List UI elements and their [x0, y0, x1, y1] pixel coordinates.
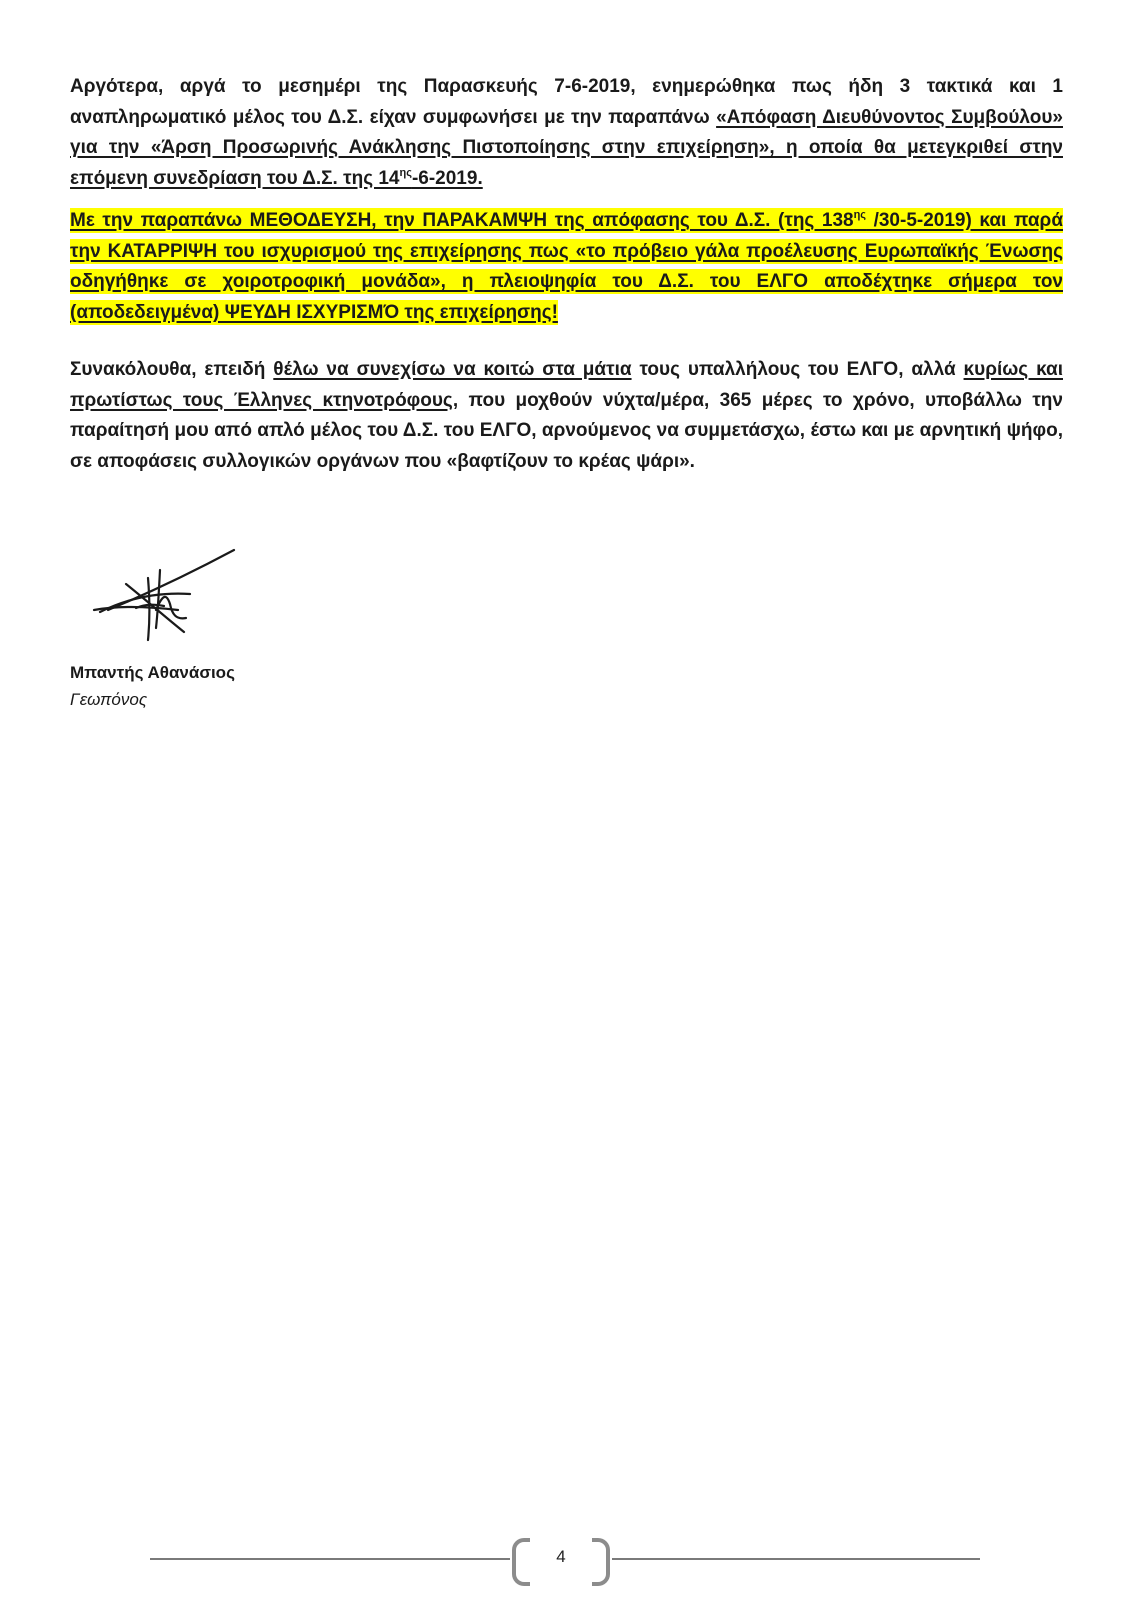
p1-superscript: ης — [399, 166, 412, 179]
signer-title: Γεωπόνος — [70, 690, 148, 709]
signer-name: Μπαντής Αθανάσιος — [70, 663, 235, 682]
p2-highlight — [70, 208, 1063, 325]
footer-rule-right — [612, 1558, 980, 1560]
p3-text-e: , που μοχθούν νύχτα/μέρα, 365 μέρες το χρόνο, υποβάλλω την παραίτησή μου από απλό μέλος του Δ.Σ. του ΕΛΓΟ, αρνούμενος να συμμετάσχω, έστω και με αρνητική ψήφο, σε αποφάσεις συλλογικών οργάνων που «βαφτίζουν το κρέας ψάρι». — [70, 389, 1063, 472]
paragraph-2-highlighted — [70, 206, 1063, 328]
p2-text-a: Με την παραπάνω ΜΕΘΟΔΕΥΣΗ, την ΠΑΡΑΚΑΜΨΗ της απόφασης του Δ.Σ. (της 138 — [70, 210, 854, 231]
p2-text-b: /30-5-2019) και παρά την ΚΑΤΑΡΡΙΨΗ του ισχυρισμού της επιχείρησης πως «το πρόβειο γάλα προέλευσης Ευρωπαϊκής Ένωσης οδηγήθηκε σε χοιροτροφική μονάδα», η πλειοψηφία του Δ.Σ. του ΕΛΓΟ αποδέχτηκε σήμερα τον (αποδεδειγμένα) ΨΕΥΔΗ ΙΣΧΥΡΙΣΜΌ της επιχείρησης! — [70, 210, 1063, 323]
p1-text-c: -6-2019. — [411, 167, 483, 189]
footer-bracket-right — [592, 1538, 610, 1586]
p3-underlined-phrase-1: θέλω να συνεχίσω να κοιτώ στα μάτια — [273, 359, 632, 380]
p1-text-b: «Απόφαση Διευθύνοντος Συμβούλου» για την «Άρση Προσωρινής Ανάκλησης Πιστοποίησης στην επιχείρηση», η οποία θα μετεγκριθεί στην επόμενη συνεδρίαση του Δ.Σ. της 14 — [70, 106, 1063, 189]
footer-bracket-left — [512, 1538, 530, 1586]
p3-text-a: Συνακόλουθα, επειδή — [70, 359, 274, 380]
p2-superscript: ης — [853, 209, 867, 221]
p3-underlined-phrase-2: κυρίως και πρωτίστως τους Έλληνες κτηνοτρόφους — [70, 359, 1063, 411]
paragraph-3 — [70, 355, 1063, 477]
footer-rule-left — [150, 1558, 510, 1560]
p3-text-c: τους υπαλλήλους του ΕΛΓΟ, αλλά — [631, 359, 964, 380]
paragraph-1 — [70, 72, 1063, 194]
page-footer — [150, 1538, 980, 1582]
p1-text-a: Αργότερα, αργά το μεσημέρι της Παρασκευής 7-6-2019, ενημερώθηκα πως ήδη 3 τακτικά και 1 αναπληρωματικό μέλος του Δ.Σ. είχαν συμφωνήσει με την παραπάνω — [70, 76, 1063, 128]
handwritten-signature — [86, 548, 256, 648]
page-number: 4 — [556, 1547, 566, 1566]
